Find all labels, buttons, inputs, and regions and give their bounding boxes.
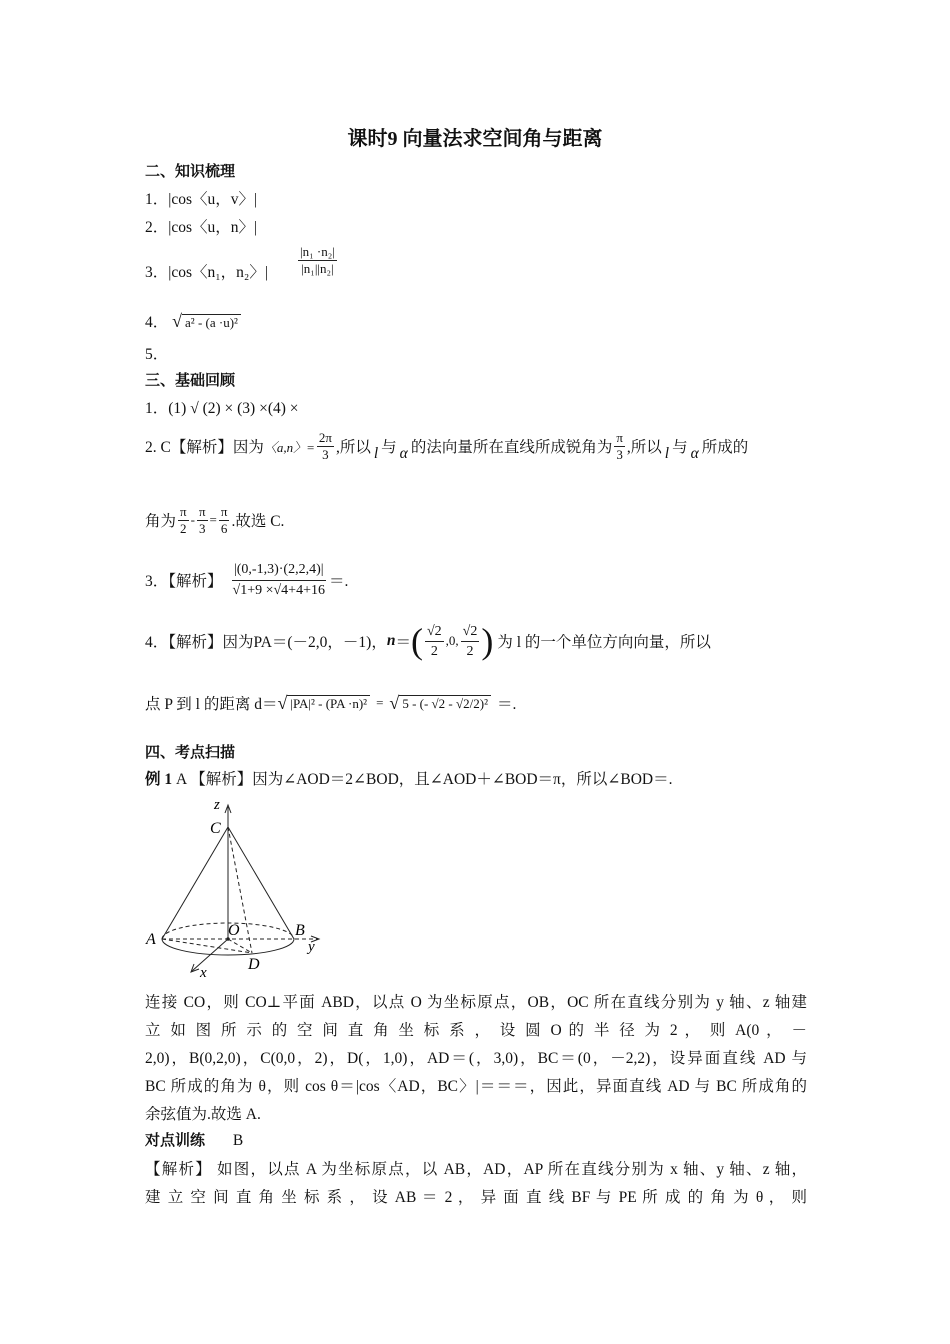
fraction-denominator: |n₁||n₂|	[301, 261, 334, 276]
knowledge-item-4-expr: a² - (a ·u)²	[182, 314, 241, 331]
label-c: C	[210, 820, 221, 837]
review-2-minus: -	[190, 512, 195, 527]
example-1-paragraph-line-3: 2,0)，B(0,2,0)，C(0,0，2)，D(，1,0)，AD＝(，3,0)，BC＝(0，－2,2)，设异面直线 AD 与	[145, 1050, 807, 1067]
knowledge-item-4-label: 4．	[145, 314, 169, 331]
frac-pi3b-num: π	[198, 503, 206, 519]
section-heading-scan: 四、考点扫描	[145, 743, 236, 761]
review-2-text-g: 所成的	[701, 439, 749, 456]
review-item-4-line1	[145, 616, 711, 666]
review-3-numerator: |(0,-1,3)·(2,2,4)|	[232, 560, 326, 581]
review-4-text-b: ＝	[395, 634, 411, 651]
review-item-3	[145, 556, 348, 604]
review-4-text-d: 点 P 到 l 的距离 d＝	[145, 696, 278, 713]
label-z: z	[214, 797, 220, 813]
review-2-text-i: .故选 C.	[231, 513, 285, 530]
review-2-text-b: ,所以	[335, 439, 371, 456]
vec-comp3-den: 2	[466, 643, 474, 659]
example-1-paragraph-line-2: 立 如 图 所 示 的 空 间 直 角 坐 标 系 ， 设 圆 O 的 半 径 为 2 ， 则 A(0 ， －	[145, 1022, 807, 1039]
right-paren-icon: )	[481, 621, 494, 661]
knowledge-item-1: 1．|cos〈u，v〉|	[145, 191, 258, 208]
review-4-n: n	[386, 632, 396, 649]
sqrt-icon: √	[389, 692, 400, 713]
frac-pi6-den: 6	[220, 520, 228, 536]
example-1-label: 例 1	[145, 771, 173, 788]
review-2-angle: 〈a,n〉=	[263, 439, 315, 455]
review-item-2-line2	[145, 500, 284, 540]
review-4-text-e: ＝.	[497, 696, 517, 713]
review-2-text-a: 2. C【解析】因为	[145, 439, 264, 456]
segment-ad	[162, 939, 252, 953]
review-item-2-line1	[145, 426, 748, 466]
knowledge-item-4	[145, 310, 241, 332]
frac-pi3-den: 3	[616, 446, 623, 462]
frac-pi3-num: π	[616, 429, 623, 445]
frac-2pi-num: 2π	[318, 429, 332, 445]
label-o: O	[228, 922, 240, 939]
label-b: B	[295, 922, 305, 939]
frac-pi6-num: π	[220, 503, 228, 519]
section-heading-knowledge: 二、知识梳理	[145, 162, 236, 180]
frac-2pi-den: 3	[322, 446, 329, 462]
knowledge-item-2: 2．|cos〈u，n〉|	[145, 219, 258, 236]
left-paren-icon: (	[410, 621, 423, 661]
knowledge-item-5: 5．	[145, 346, 169, 363]
example-1-paragraph-line-4: BC 所成的角为 θ，则 cos θ＝|cos〈AD，BC〉|＝＝＝，因此，异面直线 AD 与 BC 所成角的	[145, 1078, 807, 1095]
review-4-expr1: |PA|² - (PA ·n)²	[287, 695, 370, 712]
sqrt-icon: √	[172, 311, 183, 331]
review-item-4-line2	[145, 680, 516, 726]
frac-pi2-den: 2	[180, 520, 187, 536]
label-y: y	[308, 939, 315, 955]
review-4-eq: =	[376, 695, 384, 710]
review-3-text-b: ＝.	[328, 573, 349, 590]
review-2-text-d: 的法向量所在直线所成锐角为	[410, 439, 613, 456]
frac-pi3b-den: 3	[198, 520, 206, 536]
page-title: 课时9 向量法求空间角与距离	[347, 128, 603, 150]
review-2-text-h: 角为	[145, 513, 177, 530]
review-4-text-a: 4．【解析】因为PA＝(－2,0，－1)，	[145, 634, 387, 651]
knowledge-item-3-fraction	[296, 244, 339, 277]
review-4-expr2: 5 - (- √2 - √2/2)²	[399, 695, 491, 712]
cone-figure	[140, 793, 340, 983]
knowledge-item-3: 3．|cos〈n₁，n₂〉|	[145, 264, 268, 281]
example-1-paragraph-line-1: 连接 CO，则 CO⊥平面 ABD，以点 O 为坐标原点，OB，OC 所在直线分别为 y 轴、z 轴建	[145, 994, 807, 1011]
fraction-numerator: |n₁ ·n₂|	[300, 244, 335, 259]
review-2-l-2: l	[664, 445, 670, 462]
review-2-text-e: ,所以	[626, 439, 662, 456]
review-4-text-c: 为 l 的一个单位方向向量，所以	[497, 634, 711, 651]
drill-answer: B	[232, 1132, 244, 1149]
review-3-denominator: √1+9 ×√4+4+16	[232, 582, 325, 598]
slant-edge-ca	[162, 827, 228, 939]
review-2-alpha: α	[399, 445, 408, 462]
example-1	[145, 767, 672, 789]
vec-comp3-num: √2	[461, 622, 480, 642]
vec-comp1-den: 2	[430, 643, 438, 659]
label-x: x	[200, 965, 207, 981]
label-d: D	[248, 956, 260, 973]
review-2-eq: =	[209, 512, 217, 527]
frac-pi2-num: π	[180, 503, 187, 519]
drill-paragraph-line-1: 【解析】 如图，以点 A 为坐标原点，以 AB，AD，AP 所在直线分别为 x 轴、y 轴、z 轴，	[145, 1161, 807, 1178]
example-1-paragraph-line-5: 余弦值为.故选 A.	[145, 1106, 261, 1123]
label-a: A	[146, 931, 156, 948]
review-2-text-f: 与	[672, 439, 688, 456]
review-2-l: l	[373, 445, 379, 462]
vec-comp1-num: √2	[425, 622, 444, 642]
review-3-text-a: 3．【解析】	[145, 573, 223, 590]
drill-paragraph-line-2: 建 立 空 间 直 角 坐 标 系 ， 设 AB ＝ 2 ， 异 面 直 线 BF 与 PE 所 成 的 角 为 θ ， 则	[145, 1189, 807, 1206]
drill-label: 对点训练	[145, 1131, 206, 1149]
example-1-text: A 【解析】因为∠AOD＝2∠BOD，且∠AOD＋∠BOD＝π，所以∠BOD＝.	[172, 771, 673, 788]
base-ellipse-front	[162, 939, 294, 955]
vec-comp-mid: ,0,	[445, 633, 459, 648]
review-2-text-c: 与	[381, 439, 397, 456]
review-item-1: 1．(1) √ (2) × (3) ×(4) ×	[145, 400, 299, 417]
section-heading-review: 三、基础回顾	[145, 371, 236, 389]
drill-heading-line	[145, 1129, 243, 1150]
sqrt-icon: √	[277, 692, 288, 713]
review-2-alpha-2: α	[690, 445, 699, 462]
